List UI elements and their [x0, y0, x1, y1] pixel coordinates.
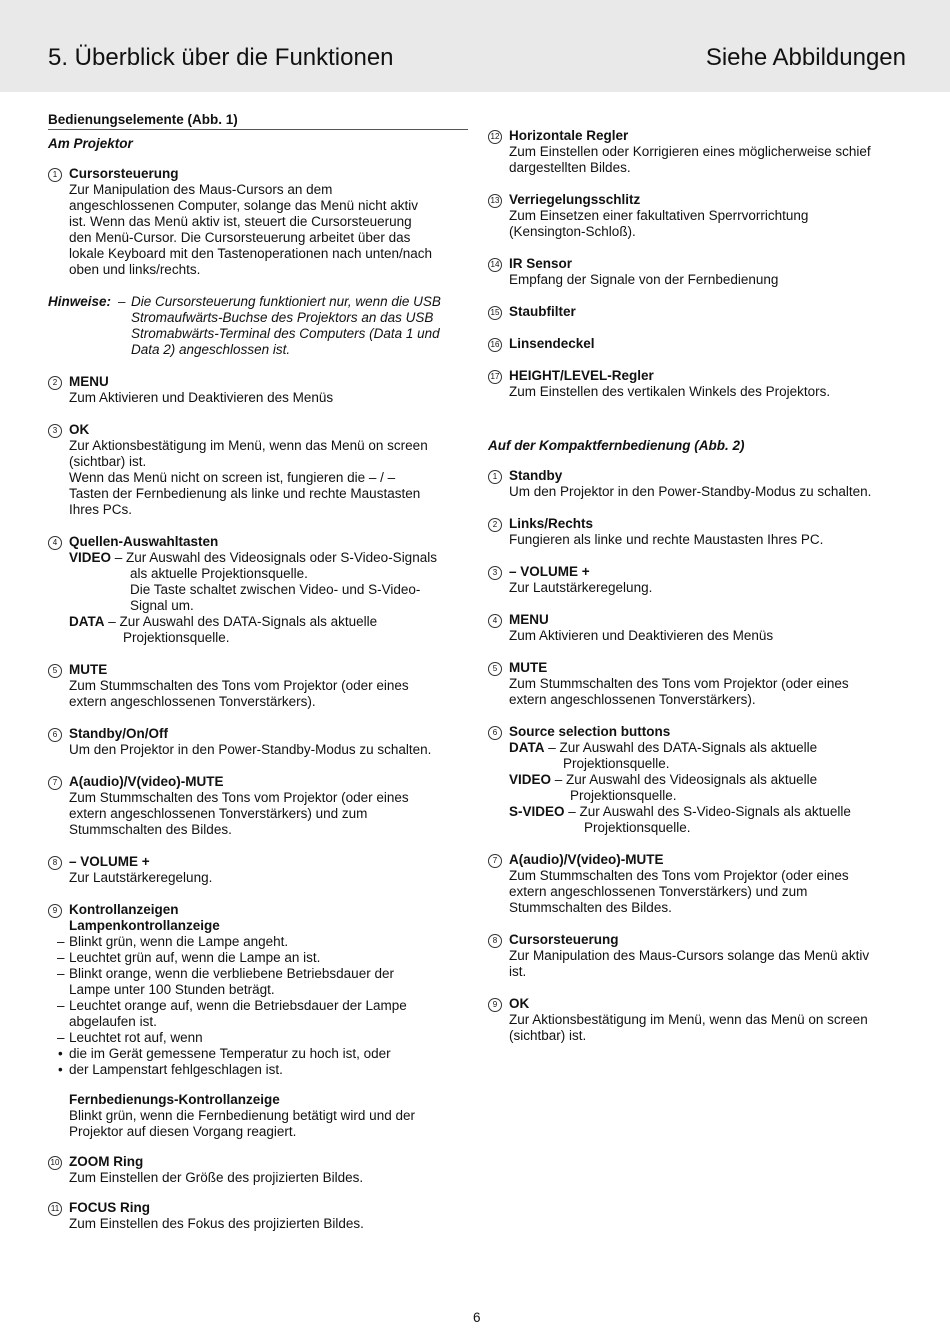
item-cursor [48, 166, 468, 278]
text-line: Blinkt grün, wenn die Fernbedienung betätigt wird und der [69, 1108, 415, 1123]
key-desc: – Zur Auswahl des Videosignals als aktuelle [551, 772, 818, 787]
item-number: 1 [48, 168, 62, 182]
page-title: 5. Überblick über die Funktionen [48, 44, 394, 71]
note-dash: – [118, 294, 126, 309]
item-title: Kontrollanzeigen [69, 902, 179, 917]
text-line: angeschlossenen Computer, solange das Menü nicht aktiv [69, 198, 418, 213]
item-remote-source [488, 724, 908, 836]
list-item: – Blinkt grün, wenn die Lampe angeht. [57, 934, 468, 950]
item-title: – VOLUME + [69, 854, 150, 869]
item-title: HEIGHT/LEVEL-Regler [509, 368, 654, 383]
text-line: Um den Projektor in den Power-Standby-Modus zu schalten. [509, 484, 872, 499]
text-line: den Menü-Cursor. Die Cursorsteuerung arbeitet über das [69, 230, 411, 245]
sub-title-projector: Am Projektor [48, 136, 133, 151]
text-line: extern angeschlossenen Tonverstärkers). [509, 692, 756, 707]
item-title: – VOLUME + [509, 564, 590, 579]
key-label: VIDEO [509, 772, 552, 787]
item-number: 8 [488, 934, 502, 948]
key-desc: – Zur Auswahl des DATA-Signals als aktuelle [104, 614, 378, 629]
item-title: MENU [509, 612, 549, 627]
item-number: 2 [488, 518, 502, 532]
text-line: Tasten der Fernbedienung als linke und rechte Maustasten [69, 486, 421, 501]
item-horizontal [488, 128, 908, 176]
text-line: Zur Lautstärkeregelung. [69, 870, 213, 885]
text-line: Data 2) angeschlossen ist. [131, 342, 291, 357]
item-lens-cap [488, 336, 908, 352]
text-line: ist. [509, 964, 527, 979]
item-number: 6 [488, 726, 502, 740]
text-line: Wenn das Menü nicht on screen ist, fungieren die – / – [69, 470, 396, 485]
text-line [69, 614, 468, 630]
text-line: Zum Aktivieren und Deaktivieren des Menüs [509, 628, 774, 643]
text-line: Stromabwärts-Terminal des Computers (Data 1 und [131, 326, 440, 341]
item-indicators [48, 902, 468, 1140]
text-line: Um den Projektor in den Power-Standby-Modus zu schalten. [69, 742, 432, 757]
item-number: 3 [488, 566, 502, 580]
text-line: Zur Aktionsbestätigung im Menü, wenn das Menü on screen [509, 1012, 868, 1027]
item-number: 7 [488, 854, 502, 868]
text-line: extern angeschlossenen Tonverstärkers) und zum [509, 884, 808, 899]
item-remote-ok [488, 996, 908, 1044]
item-title: OK [509, 996, 530, 1011]
item-remote-standby [488, 468, 908, 500]
right-column [488, 128, 908, 1044]
item-number: 3 [48, 424, 62, 438]
key-label: S-VIDEO [509, 804, 565, 819]
item-volume [48, 854, 468, 886]
item-title: Verriegelungsschlitz [509, 192, 641, 207]
page-header [0, 0, 950, 92]
item-number: 16 [488, 338, 502, 352]
text-line: Projektionsquelle. [563, 756, 670, 771]
item-number: 5 [48, 664, 62, 678]
item-source-select [48, 534, 468, 646]
text-line: Stromaufwärts-Buchse des Projektors an das USB [131, 310, 434, 325]
text-line: extern angeschlossenen Tonverstärkers). [69, 694, 316, 709]
note-label: Hinweise: [48, 294, 112, 309]
text-line: Die Taste schaltet zwischen Video- und S-Video- [130, 582, 421, 597]
text-line: abgelaufen ist. [69, 1014, 157, 1029]
item-number: 4 [48, 536, 62, 550]
item-title: Cursorsteuerung [509, 932, 619, 947]
text-line: – Leuchtet orange auf, wenn die Betriebsdauer der Lampe [69, 998, 407, 1013]
page-number: 6 [473, 1310, 481, 1325]
text-line: Zum Einstellen des Fokus des projizierten Bildes. [69, 1216, 364, 1231]
item-title: FOCUS Ring [69, 1200, 150, 1215]
text-line: Projektionsquelle. [584, 820, 691, 835]
key-desc: – Zur Auswahl des DATA-Signals als aktuelle [544, 740, 818, 755]
text-line: Zum Einsetzen einer fakultativen Sperrvorrichtung [509, 208, 809, 223]
text-line: oben und links/rechts. [69, 262, 201, 277]
item-av-mute [48, 774, 468, 838]
text-line: Stummschalten des Bildes. [69, 822, 232, 837]
text-line: (sichtbar) ist. [69, 454, 147, 469]
text-line [509, 804, 908, 820]
item-title: Horizontale Regler [509, 128, 629, 143]
item-title: Standby/On/Off [69, 726, 168, 741]
text-line: Fungieren als linke und rechte Maustasten Ihres PC. [509, 532, 824, 547]
item-title: A(audio)/V(video)-MUTE [69, 774, 224, 789]
item-mute [48, 662, 468, 710]
text-line: als aktuelle Projektionsquelle. [130, 566, 308, 581]
item-remote-menu [488, 612, 908, 644]
item-title: MUTE [69, 662, 108, 677]
text-line: – Blinkt orange, wenn die verbliebene Betriebsdauer der [69, 966, 394, 981]
text-line: (Kensington-Schloß). [509, 224, 636, 239]
item-number: 5 [488, 662, 502, 676]
text-line: extern angeschlossenen Tonverstärkers) und zum [69, 806, 368, 821]
text-line: Lampe unter 100 Stunden beträgt. [69, 982, 275, 997]
item-ir-sensor [488, 256, 908, 288]
text-line: Empfang der Signale von der Fernbedienung [509, 272, 779, 287]
item-remote-mute [488, 660, 908, 708]
item-remote-cursor [488, 932, 908, 980]
text-line [69, 550, 468, 566]
item-remote-volume [488, 564, 908, 596]
item-remote-av-mute [488, 852, 908, 916]
text-line: ist. Wenn das Menü aktiv ist, steuert die Cursorsteuerung [69, 214, 412, 229]
header-right-title: Siehe Abbildungen [705, 44, 906, 71]
item-number: 9 [488, 998, 502, 1012]
text-line: Zum Stummschalten des Tons vom Projektor (oder eines [69, 678, 409, 693]
item-number: 7 [48, 776, 62, 790]
text-line: Zum Einstellen oder Korrigieren eines möglicherweise schief [509, 144, 871, 159]
text-line [509, 772, 908, 788]
item-number: 11 [48, 1202, 62, 1216]
text-line: Zum Einstellen des vertikalen Winkels des Projektors. [509, 384, 831, 399]
text-line: Zur Manipulation des Maus-Cursors an dem [69, 182, 333, 197]
item-title: Staubfilter [509, 304, 576, 319]
list-item: – Leuchtet rot auf, wenn [57, 1030, 468, 1046]
item-remote-left-right [488, 516, 908, 548]
note-block [48, 294, 468, 358]
list-item [57, 998, 468, 1030]
item-title: Standby [509, 468, 563, 483]
item-height-level [488, 368, 908, 400]
list-item [57, 966, 468, 998]
text-line: Stummschalten des Bildes. [509, 900, 672, 915]
item-focus [48, 1200, 468, 1232]
item-menu [48, 374, 468, 406]
text-line: Ihres PCs. [69, 502, 133, 517]
item-subtitle: Lampenkontrollanzeige [69, 918, 220, 933]
key-label: DATA [69, 614, 105, 629]
list-item: – Leuchtet grün auf, wenn die Lampe an ist. [57, 950, 468, 966]
item-number: 15 [488, 306, 502, 320]
text-line: Zum Einstellen der Größe des projizierten Bildes. [69, 1170, 364, 1185]
item-title: Linsendeckel [509, 336, 595, 351]
text-line: Zur Manipulation des Maus-Cursors solange das Menü aktiv [509, 948, 870, 963]
item-title: MENU [69, 374, 109, 389]
item-standby [48, 726, 468, 758]
item-number: 8 [48, 856, 62, 870]
item-lock-slot [488, 192, 908, 240]
key-desc: – Zur Auswahl des Videosignals oder S-Video-Signals [111, 550, 437, 565]
text-line: dargestellten Bildes. [509, 160, 631, 175]
indicator-list [57, 934, 468, 1078]
item-title: Cursorsteuerung [69, 166, 179, 181]
item-dust-filter [488, 304, 908, 320]
item-title: MUTE [509, 660, 548, 675]
text-line: Zum Stummschalten des Tons vom Projektor (oder eines [509, 868, 849, 883]
text-line: Die Cursorsteuerung funktioniert nur, wenn die USB [131, 294, 441, 309]
sub-title-remote: Auf der Kompaktfernbedienung (Abb. 2) [488, 438, 745, 453]
left-column [48, 112, 468, 1232]
item-title: Links/Rechts [509, 516, 594, 531]
item-number: 9 [48, 904, 62, 918]
item-number: 1 [488, 470, 502, 484]
text-line: Zur Lautstärkeregelung. [509, 580, 653, 595]
text-line: Zum Stummschalten des Tons vom Projektor (oder eines [69, 790, 409, 805]
text-line [509, 740, 908, 756]
text-line: Zur Aktionsbestätigung im Menü, wenn das Menü on screen [69, 438, 428, 453]
key-label: DATA [509, 740, 545, 755]
item-number: 17 [488, 370, 502, 384]
item-number: 13 [488, 194, 502, 208]
key-label: VIDEO [69, 550, 112, 565]
text-line: Signal um. [130, 598, 194, 613]
item-number: 6 [48, 728, 62, 742]
item-title: IR Sensor [509, 256, 573, 271]
item-number: 2 [48, 376, 62, 390]
item-zoom [48, 1154, 468, 1186]
item-title: A(audio)/V(video)-MUTE [509, 852, 664, 867]
item-ok [48, 422, 468, 518]
item-number: 4 [488, 614, 502, 628]
text-line: (sichtbar) ist. [509, 1028, 587, 1043]
text-line: Zum Aktivieren und Deaktivieren des Menüs [69, 390, 334, 405]
text-line: Zum Stummschalten des Tons vom Projektor (oder eines [509, 676, 849, 691]
text-line: lokale Keyboard mit den Tastenoperationen nach unten/nach [69, 246, 433, 261]
item-title: Source selection buttons [509, 724, 671, 739]
text-line: Projektor auf diesen Vorgang reagiert. [69, 1124, 297, 1139]
item-title: ZOOM Ring [69, 1154, 144, 1169]
item-number: 12 [488, 130, 502, 144]
item-subtitle: Fernbedienungs-Kontrollanzeige [69, 1092, 280, 1107]
list-item: • der Lampenstart fehlgeschlagen ist. [57, 1062, 468, 1078]
item-number: 10 [48, 1156, 62, 1170]
key-desc: – Zur Auswahl des S-Video-Signals als aktuelle [564, 804, 851, 819]
text-line: Projektionsquelle. [570, 788, 677, 803]
list-item: • die im Gerät gemessene Temperatur zu hoch ist, oder [57, 1046, 468, 1062]
item-title: Quellen-Auswahltasten [69, 534, 219, 549]
section-title: Bedienungselemente (Abb. 1) [48, 112, 468, 130]
item-title: OK [69, 422, 90, 437]
text-line: Projektionsquelle. [123, 630, 230, 645]
item-number: 14 [488, 258, 502, 272]
